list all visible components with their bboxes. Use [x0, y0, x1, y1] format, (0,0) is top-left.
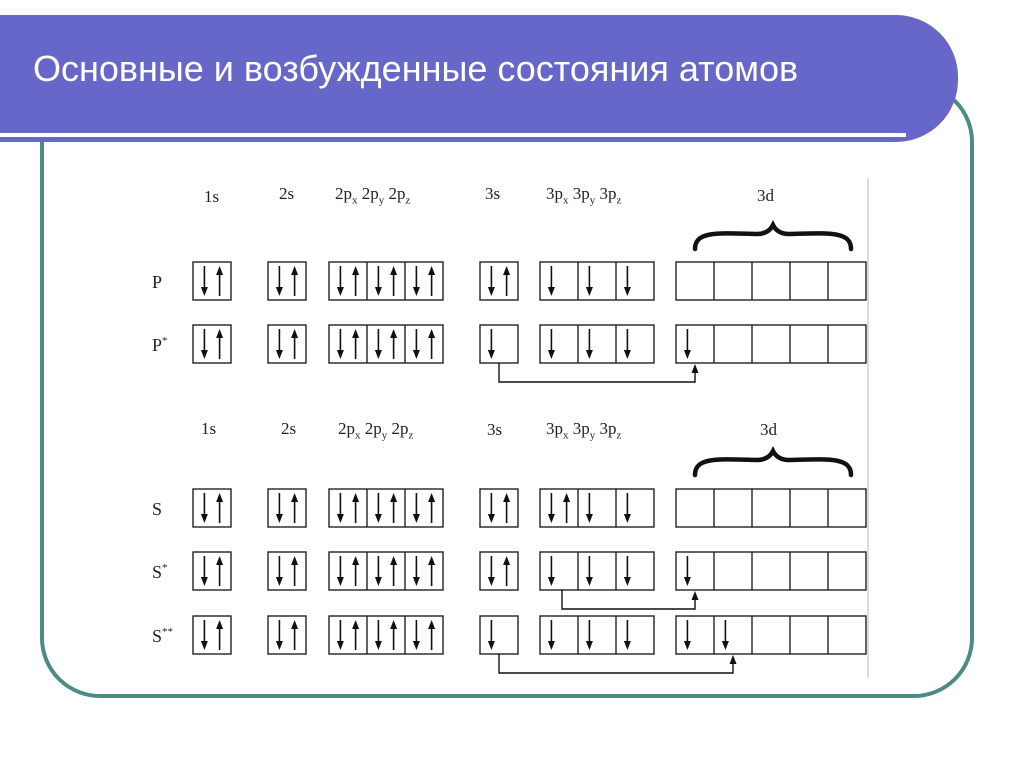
header-3s: 3s [487, 420, 503, 439]
orbital-box-group [480, 552, 518, 590]
row-label-s-star: S* [152, 562, 168, 582]
orbital-box-group [193, 489, 231, 527]
orbital-box-group [193, 552, 231, 590]
row-label-p: P [152, 272, 163, 292]
orbital-box-group [480, 325, 518, 363]
slide-title: Основные и возбужденные состояния атомов [33, 48, 799, 89]
row-label-s-star-star: S** [152, 626, 174, 646]
orbital-box-group [268, 616, 306, 654]
header-1s: 1s [201, 419, 217, 438]
orbital-box-group [329, 552, 443, 590]
orbital-box-group [540, 616, 654, 654]
header-3d: 3d [757, 186, 774, 205]
transition-connector [499, 654, 733, 673]
orbital-box-group [480, 262, 518, 300]
header-2p: $2p_x$ $2p_y$ $2p_z$ [335, 184, 411, 207]
orbital-box-group [540, 262, 654, 300]
orbital-box-group [676, 325, 866, 363]
header-2p: $2p_x$ $2p_y$ $2p_z$ [338, 419, 414, 442]
header-1s: 1s [204, 187, 220, 206]
orbital-box-group [676, 489, 866, 527]
transition-arrowhead [692, 591, 699, 600]
header-3p: $3p_x$ $3p_y$ $3p_z$ [546, 419, 622, 442]
orbital-box-group [676, 552, 866, 590]
orbital-box-group [268, 489, 306, 527]
orbital-box-group [329, 262, 443, 300]
transition-connector [499, 363, 695, 382]
orbital-box-group [676, 616, 866, 654]
orbital-box-group [268, 262, 306, 300]
orbital-box-group [676, 262, 866, 300]
header-3s: 3s [485, 184, 501, 203]
orbital-box-group [329, 325, 443, 363]
header-3d: 3d [760, 420, 777, 439]
header-3p: $3p_x$ $3p_y$ $3p_z$ [546, 184, 622, 207]
row-label-p-star: P* [152, 335, 168, 355]
row-label-s: S [152, 499, 163, 519]
orbital-box-group [193, 325, 231, 363]
3d-brace [695, 451, 851, 475]
orbital-box-group [268, 552, 306, 590]
transition-arrowhead [730, 655, 737, 664]
orbital-box-group [329, 489, 443, 527]
3d-brace [695, 225, 851, 249]
orbital-box-group [540, 552, 654, 590]
transition-arrowhead [692, 364, 699, 373]
orbital-box-group [540, 325, 654, 363]
orbital-box-group [268, 325, 306, 363]
orbital-box-group [193, 616, 231, 654]
header-2s: 2s [281, 419, 297, 438]
orbital-box-group [480, 489, 518, 527]
orbital-box-group [540, 489, 654, 527]
header-2s: 2s [279, 184, 295, 203]
orbital-box-group [329, 616, 443, 654]
transition-connector [562, 590, 695, 609]
orbital-box-group [480, 616, 518, 654]
orbital-box-group [193, 262, 231, 300]
